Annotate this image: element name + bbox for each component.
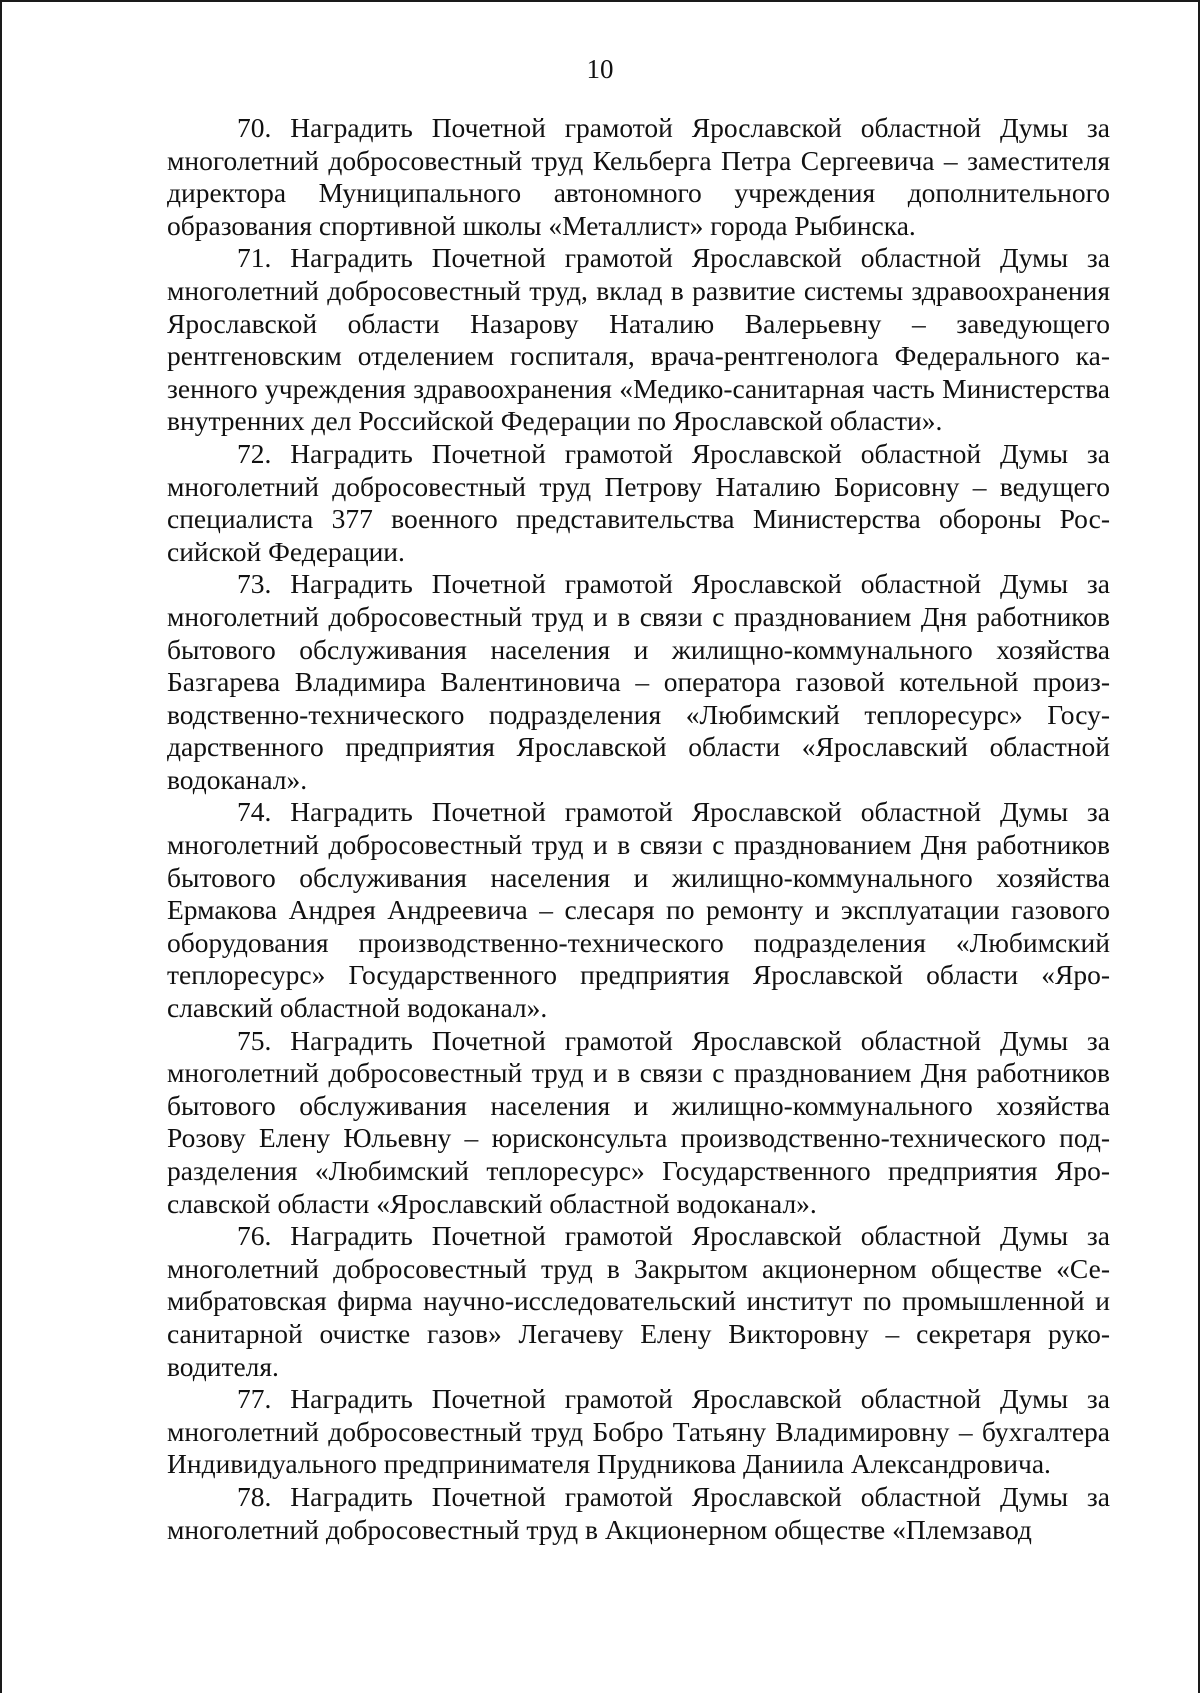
paragraph-73: 73. Наградить Почетной грамотой Ярославской областной Думы за многолетний добросовестный труд и в связи с празднованием Дня работников бытового обслуживания населения и жилищно-коммунального хозяйства Базгарева Владимира Валентиновича – оператора газовой котельной производственно-технического подразделения «Любимский теплоресурс» Государственного предприятия Ярославской области «Ярославский областной водоканал». bbox=[167, 568, 1110, 795]
page-number: 10 bbox=[586, 54, 614, 84]
paragraph-72: 72. Наградить Почетной грамотой Ярославской областной Думы за многолетний добросовестный труд Петрову Наталию Борисовну – ведущего специалиста 377 военного представительства Министерства обороны Российской Федерации. bbox=[167, 437, 1110, 567]
paragraph-76: 76. Наградить Почетной грамотой Ярославской областной Думы за многолетний добросовестный труд в Закрытом акционерном обществе «Семибратовская фирма научно-исследовательский институт по промышленной и санитарной очистке газов» Легачеву Елену Викторовну – секретаря руководителя. bbox=[167, 1220, 1110, 1382]
paragraph-70: 70. Наградить Почетной грамотой Ярославской областной Думы за многолетний добросовестный труд Кельберга Петра Сергеевича – заместителя директора Муниципального автономного учреждения дополнительного образования спортивной школы «Металлист» города Рыбинска. bbox=[167, 112, 1110, 241]
paragraph-74: 74. Наградить Почетной грамотой Ярославской областной Думы за многолетний добросовестный труд и в связи с празднованием Дня работников бытового обслуживания населения и жилищно-коммунального хозяйства Ермакова Андрея Андреевича – слесаря по ремонту и эксплуатации газового оборудования производственно-технического подразделения «Любимский теплоресурс» Государственного предприятия Ярославской области «Ярославский областной водоканал». bbox=[167, 796, 1110, 1024]
paragraph-75: 75. Наградить Почетной грамотой Ярославской областной Думы за многолетний добросовестный труд и в связи с празднованием Дня работников бытового обслуживания населения и жилищно-коммунального хозяйства Розову Елену Юльевну – юрисконсульта производственно-технического подразделения «Любимский теплоресурс» Государственного предприятия Ярославской области «Ярославский областной водоканал». bbox=[167, 1024, 1110, 1219]
scan-border-left bbox=[0, 0, 2, 1693]
paragraph-78: 78. Наградить Почетной грамотой Ярославской областной Думы за многолетний добросовестный труд в Акционерном обществе «Племзавод bbox=[167, 1480, 1110, 1545]
document-body bbox=[167, 112, 1110, 1546]
scan-border-top bbox=[0, 0, 1200, 2]
paragraph-77: 77. Наградить Почетной грамотой Ярославской областной Думы за многолетний добросовестный труд Бобро Татьяну Владимировну – бухгалтера Индивидуального предпринимателя Прудникова Даниила Александровича. bbox=[167, 1383, 1110, 1480]
paragraph-71: 71. Наградить Почетной грамотой Ярославской областной Думы за многолетний добросовестный труд, вклад в развитие системы здравоохранения Ярославской области Назарову Наталию Валерьевну – заведующего рентгеновским отделением госпиталя, врача-рентгенолога Федерального казенного учреждения здравоохранения «Медико-санитарная часть Министерства внутренних дел Российской Федерации по Ярославской области». bbox=[167, 242, 1110, 437]
